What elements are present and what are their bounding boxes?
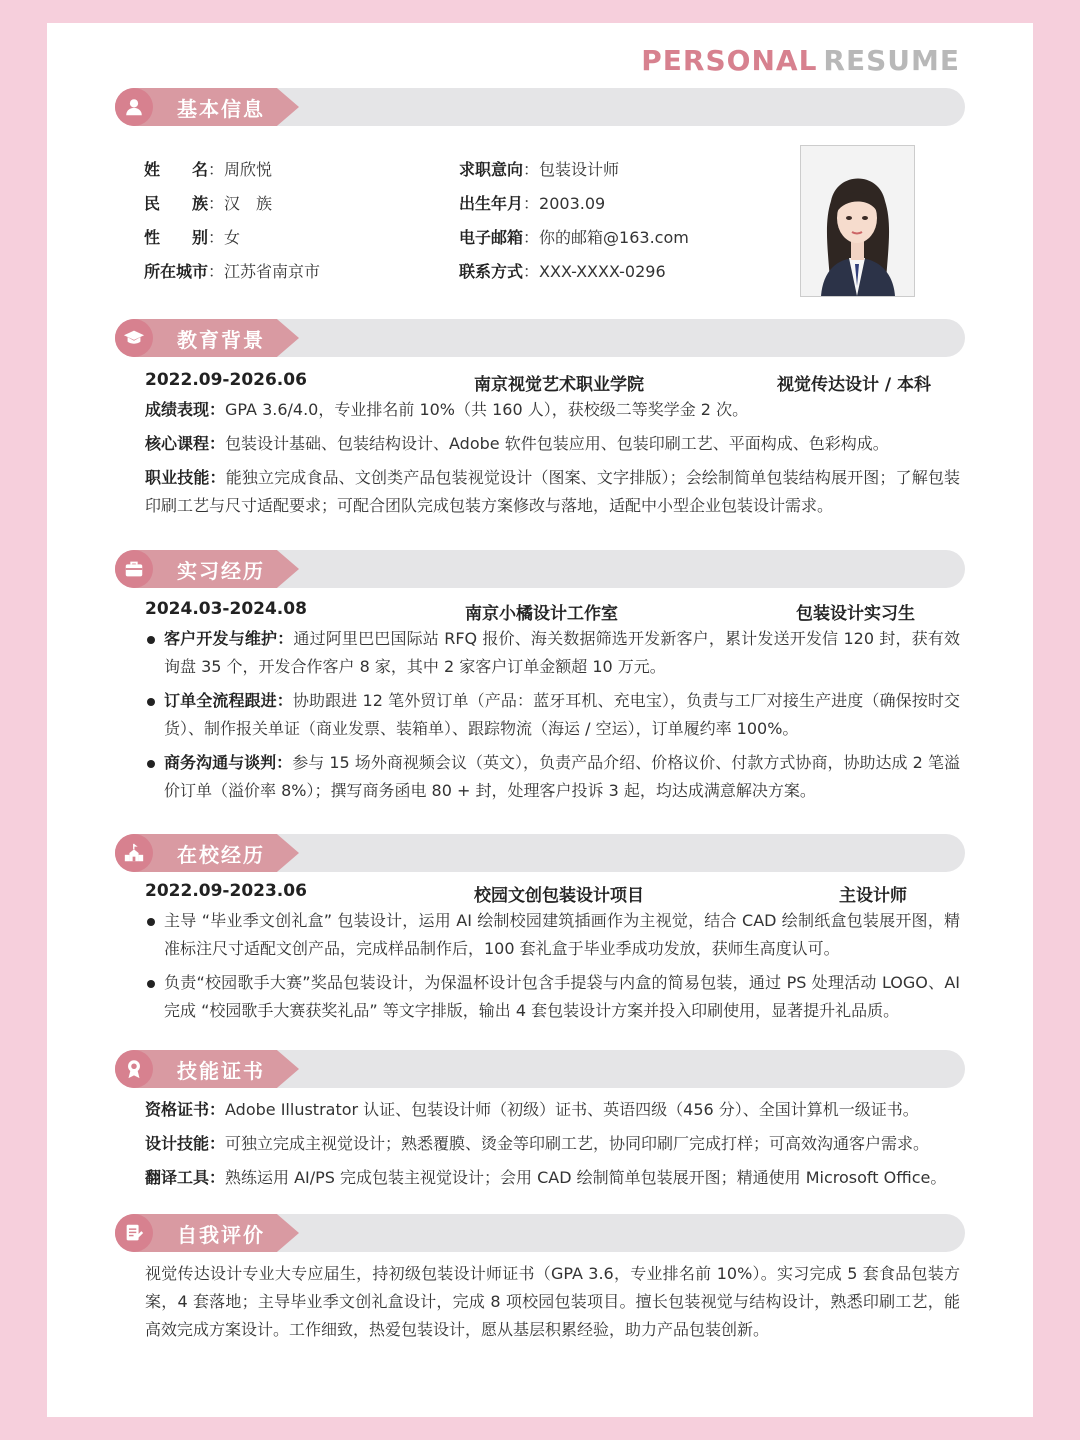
intern-item: 订单全流程跟进：协助跟进 12 笔外贸订单（产品：蓝牙耳机、充电宝），负责与工厂对接生产进度（确保按时交货）、制作报关单证（商业发票、装箱单）、跟踪物流（海运 / 空运），订单履约率 100%。 bbox=[145, 687, 960, 743]
field-birth: 出生年月：2003.09 bbox=[459, 194, 606, 213]
intern-role: 包装设计实习生 bbox=[796, 604, 915, 624]
edu-skills: 职业技能：能独立完成食品、文创类产品包装视觉设计（图案、文字排版）；会绘制简单包装结构展开图；了解包装印刷工艺与尺寸适配要求；可配合团队完成包装方案修改与落地，适配中小型企业包装设计需求。 bbox=[145, 468, 960, 515]
school-building-icon bbox=[115, 834, 153, 872]
edu-major: 视觉传达设计 / 本科 bbox=[777, 375, 932, 395]
portrait-illustration bbox=[801, 146, 914, 296]
briefcase-icon bbox=[115, 550, 153, 588]
intern-date: 2024.03-2024.08 bbox=[145, 599, 307, 619]
edit-document-icon bbox=[115, 1214, 153, 1252]
campus-item: 负责“校园歌手大赛”奖品包装设计，为保温杯设计包含手提袋与内盒的简易包装，通过 PS 处理活动 LOGO、AI 完成 “校园歌手大赛获奖礼品” 等文字排版，输出 4 套包装设计方案并投入印刷使用，显著提升礼品质。 bbox=[145, 969, 960, 1025]
title-personal: PERSONAL bbox=[641, 44, 818, 77]
section-title: 教育背景 bbox=[177, 328, 265, 352]
edu-school: 南京视觉艺术职业学院 bbox=[474, 375, 644, 395]
field-gender: 性 别：女 bbox=[144, 228, 241, 247]
section-basic-info bbox=[115, 88, 965, 126]
user-icon bbox=[115, 88, 153, 126]
cert-design-skills: 设计技能：可独立完成主视觉设计；熟悉覆膜、烫金等印刷工艺，协同印刷厂完成打样；可高效沟通客户需求。 bbox=[145, 1134, 930, 1153]
award-medal-icon bbox=[115, 1050, 153, 1088]
intern-item: 商务沟通与谈判：参与 15 场外商视频会议（英文），负责产品介绍、价格议价、付款方式协商，协助达成 2 笔溢价订单（溢价率 8%）；撰写商务函电 80 + 封，处理客户投诉 3 起，均达成满意解决方案。 bbox=[145, 749, 960, 805]
self-evaluation-text: 视觉传达设计专业大专应届生，持初级包装设计师证书（GPA 3.6，专业排名前 10%）。实习完成 5 套食品包装方案，4 套落地；主导毕业季文创礼盒设计，完成 8 项校园包装项目。擅长包装视觉与结构设计，熟悉印刷工艺，能高效完成方案设计。工作细致，热爱包装设计，愿从基层积累经验，助力产品包装创新。 bbox=[145, 1264, 960, 1339]
title-resume: RESUME bbox=[823, 44, 960, 77]
edu-courses: 核心课程：包装设计基础、包装结构设计、Adobe 软件包装应用、包装印刷工艺、平面构成、色彩构成。 bbox=[145, 434, 889, 453]
section-title: 自我评价 bbox=[177, 1223, 265, 1247]
graduation-cap-icon bbox=[115, 319, 153, 357]
campus-project: 校园文创包装设计项目 bbox=[474, 886, 644, 906]
edu-date: 2022.09-2026.06 bbox=[145, 370, 307, 390]
section-title: 在校经历 bbox=[177, 843, 265, 867]
field-email: 电子邮箱：你的邮箱@163.com bbox=[459, 228, 689, 247]
cert-tools: 翻译工具：熟练运用 AI/PS 完成包装主视觉设计；会用 CAD 绘制简单包装展开图；精通使用 Microsoft Office。 bbox=[145, 1168, 947, 1187]
section-campus bbox=[115, 834, 965, 872]
section-title: 基本信息 bbox=[177, 97, 265, 121]
campus-date: 2022.09-2023.06 bbox=[145, 881, 307, 901]
edu-grades: 成绩表现：GPA 3.6/4.0，专业排名前 10%（共 160 人），获校级二等奖学金 2 次。 bbox=[145, 400, 749, 419]
section-internship bbox=[115, 550, 965, 588]
section-self-evaluation bbox=[115, 1214, 965, 1252]
profile-photo bbox=[800, 145, 915, 297]
field-name: 姓 名：周欣悦 bbox=[144, 160, 273, 179]
section-title: 实习经历 bbox=[177, 559, 265, 583]
field-phone: 联系方式：XXX-XXXX-0296 bbox=[459, 262, 666, 281]
cert-qualifications: 资格证书：Adobe Illustrator 认证、包装设计师（初级）证书、英语四级（456 分）、全国计算机一级证书。 bbox=[145, 1100, 919, 1119]
field-ethnic: 民 族：汉 族 bbox=[144, 194, 273, 213]
section-title: 技能证书 bbox=[177, 1059, 265, 1083]
field-city: 所在城市：江苏省南京市 bbox=[144, 262, 321, 281]
page-title bbox=[641, 44, 960, 77]
intern-company: 南京小橘设计工作室 bbox=[465, 604, 618, 624]
section-education bbox=[115, 319, 965, 357]
intern-item: 客户开发与维护：通过阿里巴巴国际站 RFQ 报价、海关数据筛选开发新客户，累计发送开发信 120 封，获有效询盘 35 个，开发合作客户 8 家，其中 2 家客户订单金额超 10 万元。 bbox=[145, 625, 960, 681]
campus-role: 主设计师 bbox=[839, 886, 907, 906]
section-certificates bbox=[115, 1050, 965, 1088]
field-intent: 求职意向：包装设计师 bbox=[459, 160, 620, 179]
campus-item: 主导 “毕业季文创礼盒” 包装设计，运用 AI 绘制校园建筑插画作为主视觉，结合 CAD 绘制纸盒包装展开图，精准标注尺寸适配文创产品，完成样品制作后，100 套礼盒于毕业季成功发放，获师生高度认可。 bbox=[145, 907, 960, 963]
